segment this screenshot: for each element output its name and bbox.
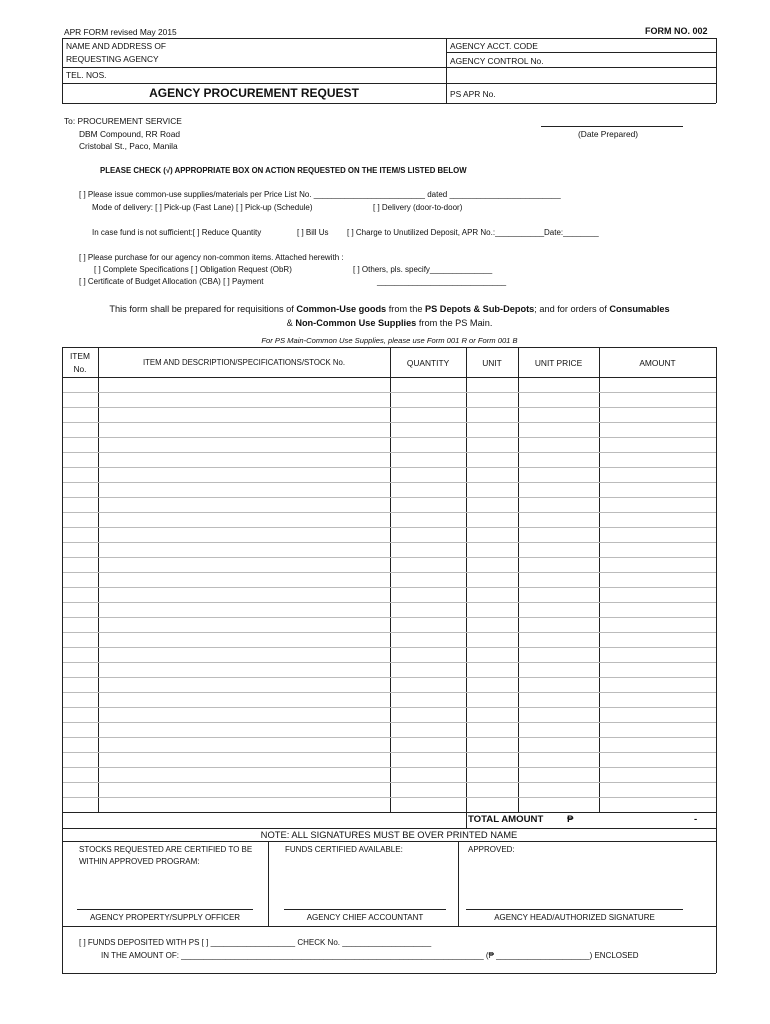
- table-row: [63, 782, 716, 783]
- table-row: [63, 437, 716, 438]
- cba-payment-line: [ ] Certificate of Budget Allocation (CBA) [ ] Payment: [79, 277, 264, 286]
- table-row: [63, 542, 716, 543]
- col-quantity-header: QUANTITY: [406, 358, 450, 368]
- table-row: [63, 707, 716, 708]
- tel-nos-label: TEL. NOS.: [66, 70, 107, 80]
- table-row: [63, 572, 716, 573]
- table-row: [63, 632, 716, 633]
- requesting-agency-label: REQUESTING AGENCY: [66, 54, 159, 64]
- address-line-3: Cristobal St., Paco, Manila: [79, 141, 178, 151]
- table-row: [63, 677, 716, 678]
- form-note-line-2: & Non-Common Use Supplies from the PS Main.: [286, 318, 493, 328]
- table-row: [63, 527, 716, 528]
- table-row: [63, 497, 716, 498]
- peso-sign: ₱: [567, 814, 574, 825]
- purchase-noncommon-line: [ ] Please purchase for our agency non-common items. Attached herewith :: [79, 253, 344, 262]
- table-row: [63, 602, 716, 603]
- table-row: [63, 647, 716, 648]
- form-revision: APR FORM revised May 2015: [64, 27, 177, 37]
- agency-acct-code-label: AGENCY ACCT. CODE: [450, 41, 538, 51]
- form-note-line-1: This form shall be prepared for requisitions of Common-Use goods from the PS Depots & Sub-Depots; and for orders of Consumables: [109, 304, 670, 314]
- col-item-no-header: No.: [73, 364, 87, 374]
- approved-label: APPROVED:: [468, 845, 515, 854]
- table-row: [63, 512, 716, 513]
- table-row: [63, 617, 716, 618]
- table-row: [63, 767, 716, 768]
- date-prepared-label: (Date Prepared): [578, 129, 639, 139]
- delivery-mode-line: Mode of delivery: [ ] Pick-up (Fast Lane) [ ] Pick-up (Schedule): [92, 203, 313, 212]
- insufficient-fund-line: In case fund is not sufficient:[ ] Reduce Quantity: [92, 228, 262, 237]
- name-address-label: NAME AND ADDRESS OF: [66, 41, 167, 51]
- signature-note: NOTE: ALL SIGNATURES MUST BE OVER PRINTED NAME: [260, 829, 518, 840]
- table-row: [63, 482, 716, 483]
- table-row: [63, 692, 716, 693]
- table-row: [63, 467, 716, 468]
- issue-common-use-line: [ ] Please issue common-use supplies/materials per Price List No. _________________________ dated _________________________: [79, 190, 561, 199]
- table-row: [63, 722, 716, 723]
- form-title: AGENCY PROCUREMENT REQUEST: [149, 86, 359, 100]
- bill-us-option: [ ] Bill Us: [297, 228, 329, 237]
- form-number: FORM NO. 002: [645, 26, 708, 36]
- table-row: [63, 557, 716, 558]
- funds-deposited-line: [ ] FUNDS DEPOSITED WITH PS [ ] ___________________ CHECK No. ____________________: [79, 938, 432, 947]
- complete-specs-line: [ ] Complete Specifications [ ] Obligation Request (ObR): [94, 265, 292, 274]
- table-row: [63, 737, 716, 738]
- agency-control-no-label: AGENCY CONTROL No.: [450, 56, 544, 66]
- table-row: [63, 797, 716, 798]
- table-row: [63, 392, 716, 393]
- to-procurement-service: To: PROCUREMENT SERVICE: [64, 116, 182, 126]
- total-amount-label: TOTAL AMOUNT: [468, 814, 544, 825]
- chief-accountant-signature: AGENCY CHIEF ACCOUNTANT: [306, 913, 424, 922]
- ps-apr-no-label: PS APR No.: [450, 89, 496, 99]
- amount-enclosed-line: IN THE AMOUNT OF: ____________________________________________________________________ (₱ _____________________) ENCLOSED: [101, 951, 639, 960]
- col-amount-header: AMOUNT: [639, 358, 676, 368]
- col-unit-header: UNIT: [482, 358, 502, 368]
- stocks-certified-l2: WITHIN APPROVED PROGRAM:: [79, 857, 200, 866]
- col-description-header: ITEM AND DESCRIPTION/SPECIFICATIONS/STOCK No.: [142, 358, 346, 367]
- delivery-door-option: [ ] Delivery (door-to-door): [373, 203, 463, 212]
- col-unit-price-header: UNIT PRICE: [534, 358, 583, 368]
- address-line-2: DBM Compound, RR Road: [79, 129, 181, 139]
- col-item-header: ITEM: [69, 351, 90, 361]
- others-specify-line-2: _____________________________: [377, 277, 507, 286]
- agency-head-signature: AGENCY HEAD/AUTHORIZED SIGNATURE: [494, 913, 655, 922]
- check-heading: PLEASE CHECK (√) APPROPRIATE BOX ON ACTION REQUESTED ON THE ITEM/S LISTED BELOW: [100, 166, 467, 175]
- table-row: [63, 452, 716, 453]
- funds-certified-label: FUNDS CERTIFIED AVAILABLE:: [285, 845, 403, 854]
- stocks-certified-l1: STOCKS REQUESTED ARE CERTIFIED TO BE: [79, 845, 253, 854]
- ps-main-note: For PS Main-Common Use Supplies, please use Form 001 R or Form 001 B: [261, 336, 518, 345]
- others-specify-line: [ ] Others, pls. specify______________: [353, 265, 493, 274]
- charge-unutilized-option: [ ] Charge to Unutilized Deposit, APR No.:___________Date:________: [347, 228, 599, 237]
- table-row: [63, 407, 716, 408]
- table-row: [63, 752, 716, 753]
- table-row: [63, 662, 716, 663]
- table-row: [63, 422, 716, 423]
- table-row: [63, 587, 716, 588]
- property-officer-signature: AGENCY PROPERTY/SUPPLY OFFICER: [89, 913, 241, 922]
- total-amount-value: -: [694, 814, 698, 825]
